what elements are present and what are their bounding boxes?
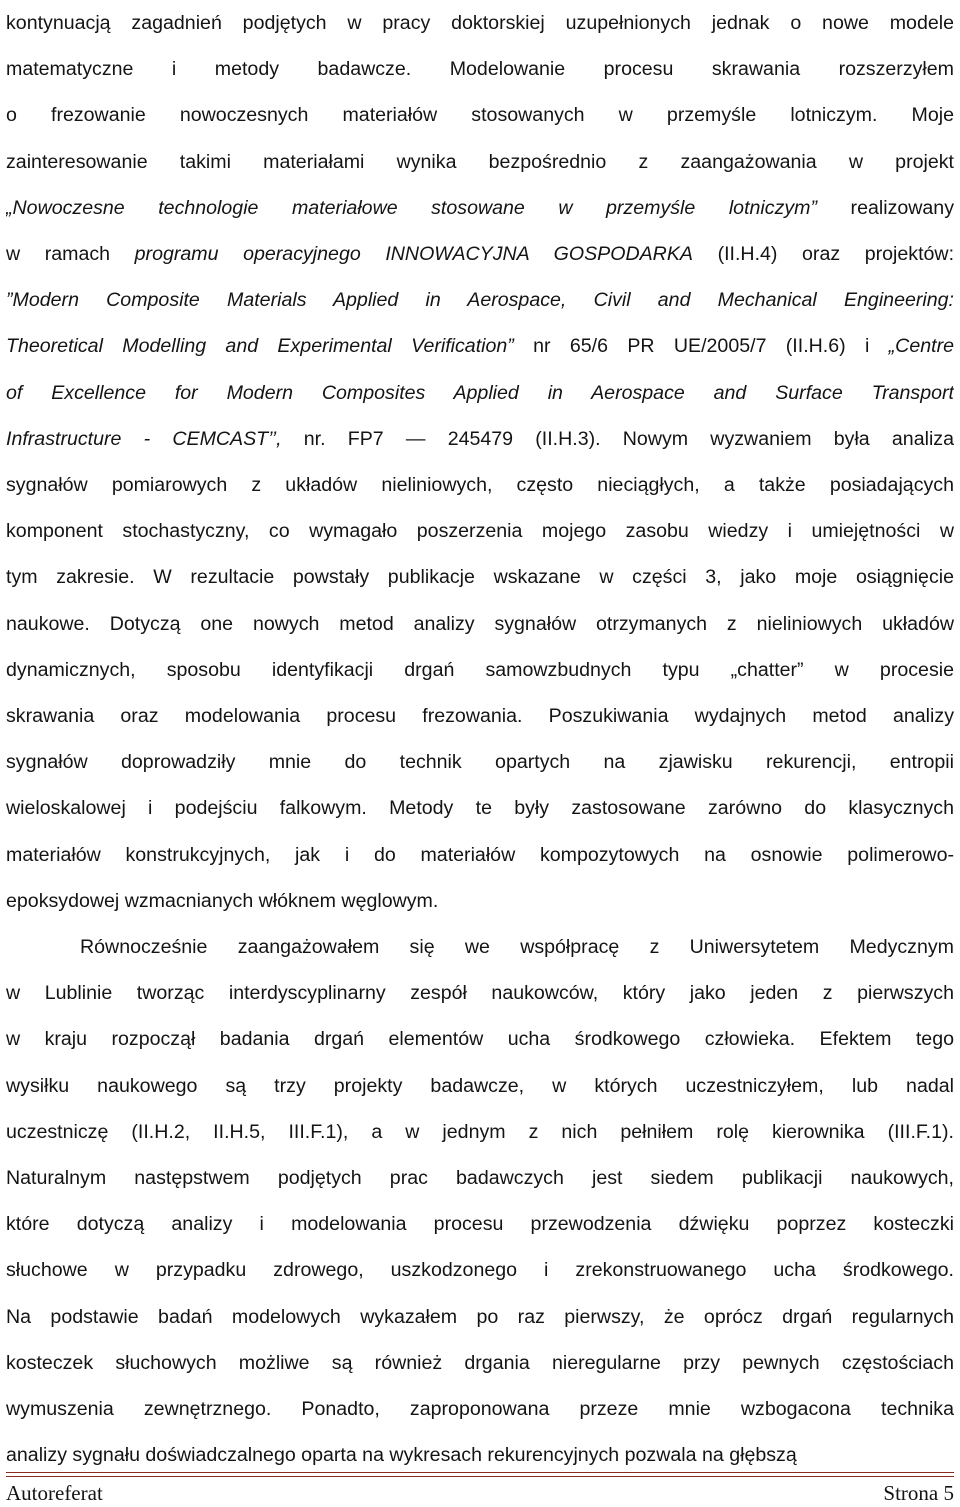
text-run: naukowe. Dotyczą one nowych metod analizy sygnałów otrzymanych z nieliniowych układów	[6, 612, 954, 635]
text-line	[6, 277, 954, 323]
text-line	[6, 1294, 954, 1340]
text-run: w kraju rozpoczął badania drgań elementów ucha środkowego człowieka. Efektem tego	[6, 1028, 954, 1051]
text-line	[6, 647, 954, 693]
footer-page-number: Strona 5	[883, 1481, 954, 1505]
text-run: materiałów konstrukcyjnych, jak i do materiałów kompozytowych na osnowie polimerowo-	[6, 843, 954, 866]
text-run: o frezowanie nowoczesnych materiałów stosowanych w przemyśle lotniczym. Moje	[6, 104, 954, 127]
text-run: zainteresowanie takimi materiałami wynika bezpośrednio z zaangażowania w projekt	[6, 150, 954, 173]
italic-text-run: „Centre	[888, 335, 954, 358]
footer-title: Autoreferat	[6, 1481, 103, 1505]
text-line	[6, 1063, 954, 1109]
text-run: w Lublinie tworząc interdyscyplinarny zespół naukowców, który jako jeden z pierwszych	[6, 982, 954, 1005]
text-run: sygnałów pomiarowych z układów nieliniowych, często nieciągłych, a także posiadających	[6, 474, 954, 496]
italic-text-run: „Nowoczesne technologie materiałowe stosowane w przemyśle lotniczym”	[6, 196, 818, 219]
text-line	[6, 970, 954, 1016]
text-run: uczestniczę (II.H.2, II.H.5, III.F.1), a w jednym z nich pełniłem rolę kierownika (III.F.1).	[6, 1120, 954, 1143]
text-line	[6, 1155, 954, 1201]
text-run: Na podstawie badań modelowych wykazałem po raz pierwszy, że oprócz drgań regularnych	[6, 1305, 954, 1328]
text-line	[6, 323, 954, 369]
text-line	[6, 601, 954, 647]
text-line	[6, 1201, 954, 1247]
text-line	[6, 785, 954, 831]
text-line	[6, 92, 954, 138]
text-line	[6, 370, 954, 416]
text-run: skrawania oraz modelowania procesu frezowania. Poszukiwania wydajnych metod analizy	[6, 705, 954, 727]
text-line	[6, 231, 954, 277]
text-line	[6, 1386, 954, 1432]
text-line	[6, 508, 954, 554]
text-run: wysiłku naukowego są trzy projekty badawcze, w których uczestniczyłem, lub nadal	[6, 1074, 954, 1097]
text-run: matematyczne i metody badawcze. Modelowanie procesu skrawania rozszerzyłem	[6, 58, 954, 81]
text-run: realizowany	[817, 196, 954, 219]
text-run: sygnałów doprowadziły mnie do technik opartych na zjawisku rekurencji, entropii	[6, 751, 954, 774]
text-line	[6, 739, 954, 785]
text-run: epoksydowej wzmacnianych włóknem węglowym.	[6, 889, 439, 912]
text-line	[6, 139, 954, 185]
text-run: nr 65/6 PR UE/2005/7 (II.H.6) i	[513, 335, 889, 358]
text-line	[6, 1247, 954, 1293]
text-run: (II.H.4) oraz projektów:	[692, 243, 954, 265]
text-line	[6, 878, 954, 924]
text-line	[6, 416, 954, 462]
text-run: tym zakresie. W rezultacie powstały publikacje wskazane w części 3, jako moje osiągnięcie	[6, 566, 954, 589]
text-line	[6, 832, 954, 878]
footer-rule-secondary	[6, 1476, 954, 1477]
text-line	[6, 1109, 954, 1155]
text-line	[80, 924, 954, 970]
text-run: kosteczek słuchowych możliwe są również drgania nieregularne przy pewnych częstościach	[6, 1351, 954, 1374]
italic-text-run: Infrastructure - CEMCAST’’,	[6, 427, 282, 450]
text-run: kontynuacją zagadnień podjętych w pracy doktorskiej uzupełnionych jednak o nowe modele	[6, 12, 954, 34]
text-line	[6, 693, 954, 739]
text-line	[6, 462, 954, 508]
text-line	[6, 46, 954, 92]
text-run: które dotyczą analizy i modelowania procesu przewodzenia dźwięku poprzez kosteczki	[6, 1213, 954, 1236]
italic-text-run: programu operacyjnego INNOWACYJNA GOSPODARKA	[134, 243, 693, 265]
italic-text-run: Theoretical Modelling and Experimental Verification”	[6, 335, 514, 358]
text-line	[6, 1340, 954, 1386]
text-run: Naturalnym następstwem podjętych prac badawczych jest siedem publikacji naukowych,	[6, 1167, 954, 1189]
text-run: komponent stochastyczny, co wymagało poszerzenia mojego zasobu wiedzy i umiejętności w	[6, 520, 954, 543]
text-run: dynamicznych, sposobu identyfikacji drgań samowzbudnych typu „chatter” w procesie	[6, 658, 954, 681]
text-run: nr. FP7 — 245479 (II.H.3). Nowym wyzwaniem była analiza	[281, 427, 954, 450]
text-line	[6, 1016, 954, 1062]
text-run: Równocześnie zaangażowałem się we współpracę z Uniwersytetem Medycznym	[80, 936, 954, 958]
italic-text-run: of Excellence for Modern Composites Applied in Aerospace and Surface Transport	[6, 381, 954, 404]
italic-text-run: ”Modern Composite Materials Applied in Aerospace, Civil and Mechanical Engineering:	[6, 289, 954, 312]
text-line	[6, 554, 954, 600]
text-line	[6, 185, 954, 231]
text-run: w ramach	[6, 243, 135, 265]
text-run: słuchowe w przypadku zdrowego, uszkodzonego i zrekonstruowanego ucha środkowego.	[6, 1259, 954, 1282]
text-run: wieloskalowej i podejściu falkowym. Metody te były zastosowane zarówno do klasycznych	[6, 797, 954, 820]
text-run: wymuszenia zewnętrznego. Ponadto, zaproponowana przeze mnie wzbogacona technika	[6, 1398, 954, 1420]
text-line	[6, 0, 954, 46]
footer-rule	[6, 1472, 954, 1473]
text-run: analizy sygnału doświadczalnego oparta na wykresach rekurencyjnych pozwala na głębszą	[6, 1444, 797, 1467]
